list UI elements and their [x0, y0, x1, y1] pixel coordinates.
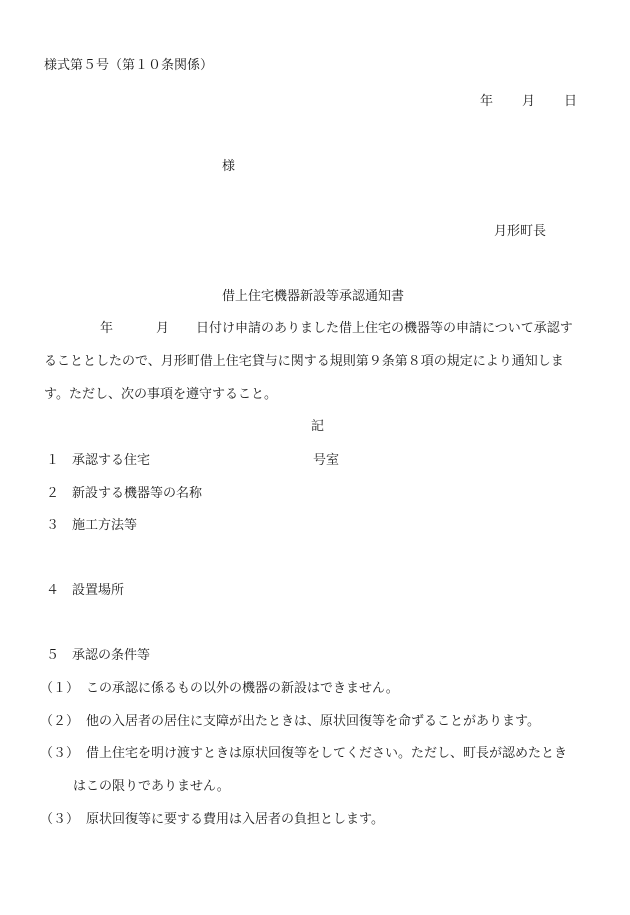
date-day-label: 日	[564, 94, 578, 109]
body-line-1-text: 日付け申請のありました借上住宅の機器等の申請について承認す	[196, 321, 573, 336]
document-title: 借上住宅機器新設等承認通知書	[222, 289, 405, 304]
condition-number: （３）	[40, 812, 80, 827]
body-paragraph-line-2: ることとしたので、月形町借上住宅貸与に関する規則第９条第８項の規定により通知しま	[44, 354, 564, 369]
form-number: 様式第５号（第１０条関係）	[44, 58, 214, 73]
date-month-label: 月	[522, 94, 536, 109]
body-year-label: 年	[100, 321, 114, 336]
item-label: 設置場所	[72, 583, 125, 598]
item-label: 新設する機器等の名称	[72, 486, 203, 501]
item-installation-location	[46, 583, 124, 599]
item-number: ２	[46, 486, 60, 501]
condition-text: 他の入居者の居住に支障が出たときは、原状回復等を命ずることがあります。	[86, 714, 540, 729]
room-number-suffix: 号室	[313, 453, 340, 468]
condition-number: （２）	[40, 714, 80, 729]
item-label: 承認する住宅	[72, 453, 151, 468]
issuer: 月形町長	[494, 224, 547, 239]
condition-text: この承認に係るもの以外の機器の新設はできません。	[86, 681, 399, 696]
condition-item	[40, 681, 399, 697]
item-approved-housing	[46, 453, 339, 469]
condition-text: 借上住宅を明け渡すときは原状回復等をしてください。ただし、町長が認めたとき	[86, 746, 568, 761]
item-number: ３	[46, 518, 60, 533]
condition-number: （１）	[40, 681, 80, 696]
item-label: 施工方法等	[72, 518, 138, 533]
condition-number: （３）	[40, 746, 80, 761]
ki-heading: 記	[311, 419, 325, 434]
condition-item	[40, 746, 567, 762]
condition-text-continuation: はこの限りでありません。	[73, 779, 230, 794]
body-month-label: 月	[156, 321, 170, 336]
condition-text: 原状回復等に要する費用は入居者の負担とします。	[86, 812, 384, 827]
condition-item	[40, 714, 540, 730]
item-number: １	[46, 453, 60, 468]
body-paragraph-line-1	[44, 321, 573, 337]
addressee-suffix: 様	[222, 159, 236, 174]
item-equipment-name	[46, 486, 202, 502]
item-construction-method	[46, 518, 137, 534]
body-paragraph-line-3: す。ただし、次の事項を遵守すること。	[44, 387, 277, 402]
item-approval-conditions	[46, 648, 150, 664]
date-year-label: 年	[480, 94, 494, 109]
item-number: ４	[46, 583, 60, 598]
item-label: 承認の条件等	[72, 648, 151, 663]
condition-item	[40, 812, 384, 828]
item-number: ５	[46, 648, 60, 663]
